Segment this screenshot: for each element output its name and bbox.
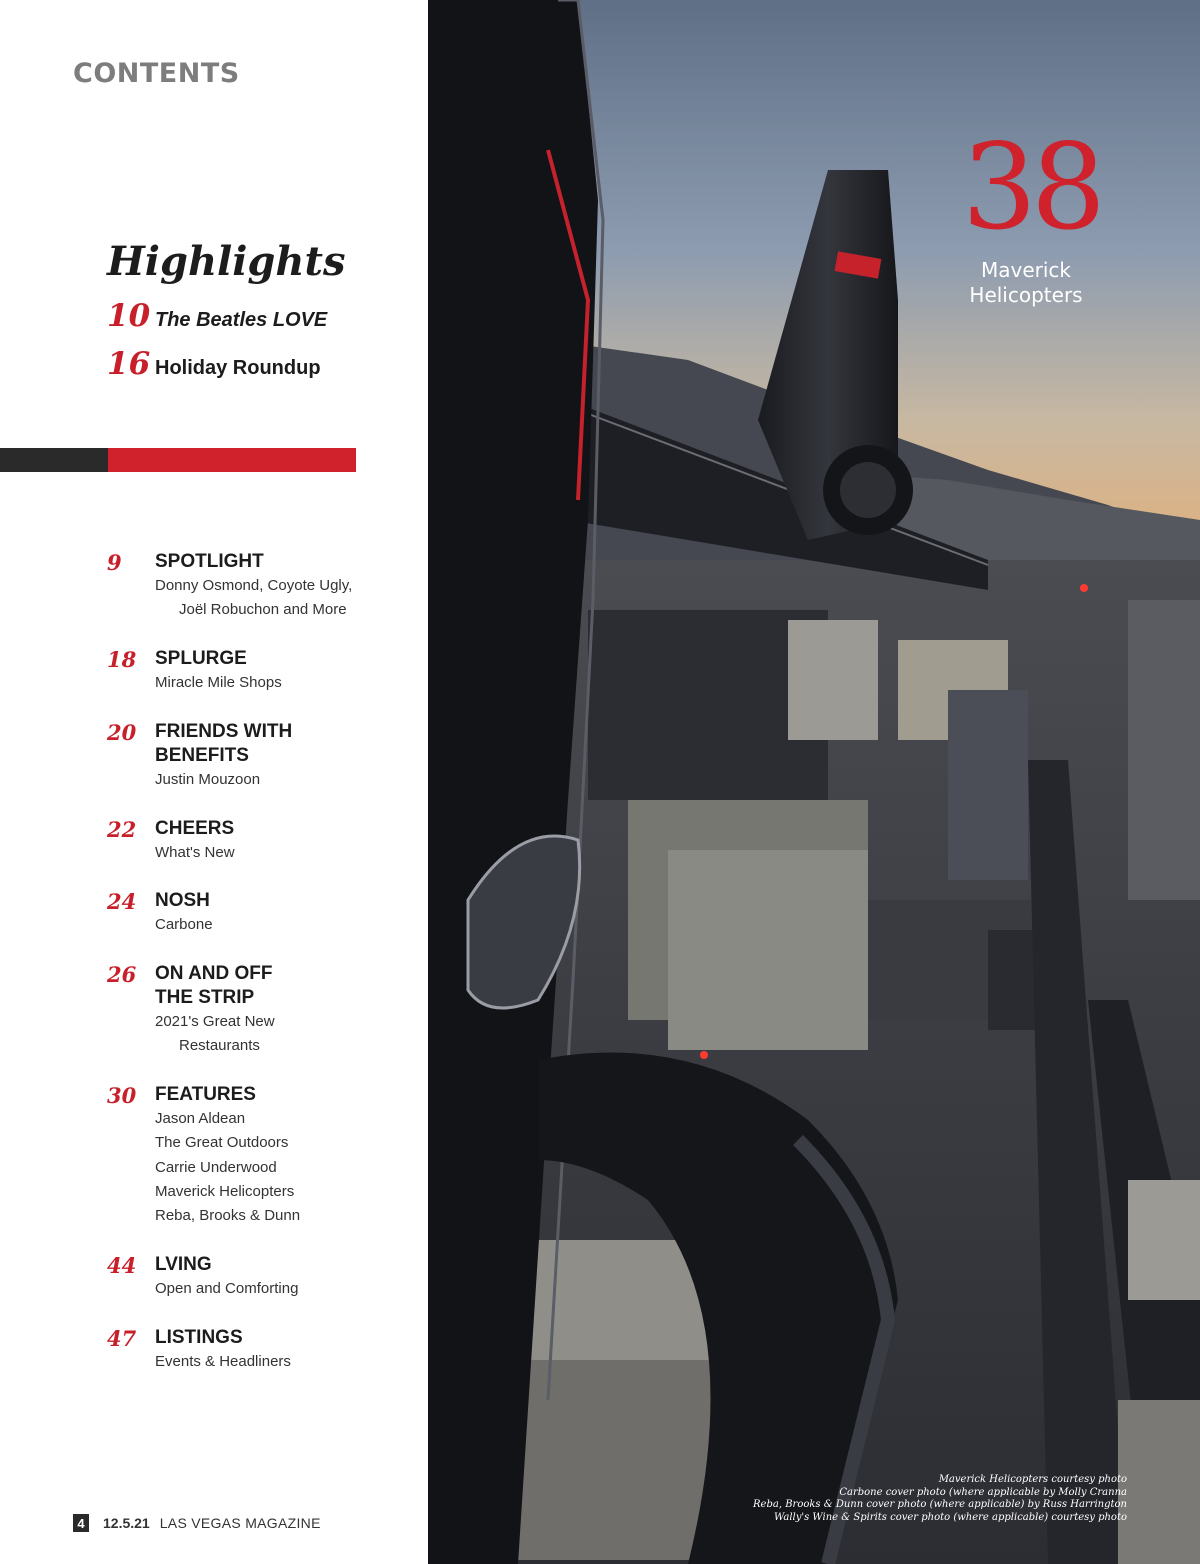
toc-page-number: 44 [107, 1253, 137, 1278]
toc-entry-friends-with-benefits[interactable] [107, 720, 407, 792]
highlight-item[interactable] [107, 346, 321, 382]
toc-entry-on-and-off-the-strip[interactable] [107, 962, 407, 1059]
page-footer [73, 1514, 321, 1532]
toc-subtitle: The Great Outdoors [155, 1134, 289, 1152]
feature-label-line: Maverick [980, 258, 1071, 282]
toc-entry-splurge[interactable] [107, 647, 407, 695]
toc-subtitle: 2021's Great New [155, 1013, 275, 1030]
toc-heading: ON AND OFF THE STRIP [155, 963, 273, 1008]
feature-label-line: Helicopters [969, 283, 1083, 307]
toc-heading: SPOTLIGHT [155, 551, 264, 572]
toc-subtitle: Jason Aldean [155, 1110, 246, 1127]
issue-date: 12.5.21 [103, 1515, 150, 1531]
toc-entry-nosh[interactable] [107, 889, 407, 937]
highlight-page-number: 16 [107, 346, 151, 382]
credit-line: Maverick Helicopters courtesy photo [938, 1474, 1127, 1485]
credit-line: Wally's Wine & Spirits cover photo (where applicable) courtesy photo [773, 1511, 1127, 1523]
credit-line: Reba, Brooks & Dunn cover photo (where applicable) by Russ Harrington [753, 1499, 1127, 1510]
toc-entry-features[interactable] [107, 1083, 407, 1228]
divider-bar-dark [0, 448, 108, 472]
toc-subtitle: Maverick Helicopters [155, 1182, 295, 1200]
page-number: 4 [73, 1514, 89, 1532]
highlights-title: Highlights [107, 238, 346, 285]
toc-page-number: 47 [107, 1326, 137, 1351]
divider-bar-red [108, 448, 356, 472]
toc-subtitle: Open and Comforting [155, 1280, 299, 1297]
toc-page-number: 22 [107, 817, 137, 842]
toc-page-number: 26 [107, 962, 137, 987]
toc-entry-spotlight[interactable] [107, 550, 407, 623]
toc-subtitle: Miracle Mile Shops [155, 674, 282, 691]
toc-subtitle: Justin Mouzoon [155, 771, 261, 788]
toc-subtitle: Restaurants [179, 1037, 260, 1055]
toc-heading: SPLURGE [155, 648, 247, 669]
toc-entry-cheers[interactable] [107, 817, 407, 865]
toc-subtitle: Carrie Underwood [155, 1158, 277, 1176]
toc-page-number: 18 [107, 647, 137, 672]
toc-page-number: 20 [107, 720, 137, 745]
toc-page-number: 9 [107, 550, 122, 575]
toc-heading: NOSH [155, 890, 210, 911]
section-label: CONTENTS [73, 58, 240, 89]
toc-subtitle: Carbone [155, 916, 213, 933]
toc-entry-lving[interactable] [107, 1253, 407, 1301]
highlight-title: Holiday Roundup [155, 357, 321, 379]
photo-credits [753, 1474, 1127, 1524]
toc-subtitle: Donny Osmond, Coyote Ugly, [155, 577, 353, 594]
feature-page-number[interactable]: 38 [961, 118, 1100, 256]
highlight-title: The Beatles LOVE [155, 309, 328, 331]
toc-heading: LVING [155, 1254, 212, 1275]
toc-heading: FRIENDS WITH BENEFITS [155, 721, 293, 766]
toc-subtitle: Joël Robuchon and More [179, 601, 347, 619]
toc-heading: FEATURES [155, 1084, 256, 1105]
contents-column [0, 0, 428, 1564]
magazine-name: LAS VEGAS MAGAZINE [159, 1515, 321, 1531]
toc-heading: LISTINGS [155, 1327, 243, 1348]
toc-entry-listings[interactable] [107, 1326, 407, 1374]
toc-subtitle: Reba, Brooks & Dunn [155, 1207, 301, 1225]
toc-subtitle: Events & Headliners [155, 1353, 291, 1370]
highlight-page-number: 10 [107, 298, 151, 334]
highlight-item[interactable] [107, 298, 327, 334]
toc-page-number: 30 [107, 1083, 137, 1108]
toc-heading: CHEERS [155, 818, 235, 839]
feature-label[interactable] [960, 258, 1092, 308]
toc-subtitle: What's New [155, 844, 235, 861]
credit-line: Carbone cover photo (where applicable by Molly Cranna [839, 1486, 1127, 1498]
toc-page-number: 24 [107, 889, 137, 914]
